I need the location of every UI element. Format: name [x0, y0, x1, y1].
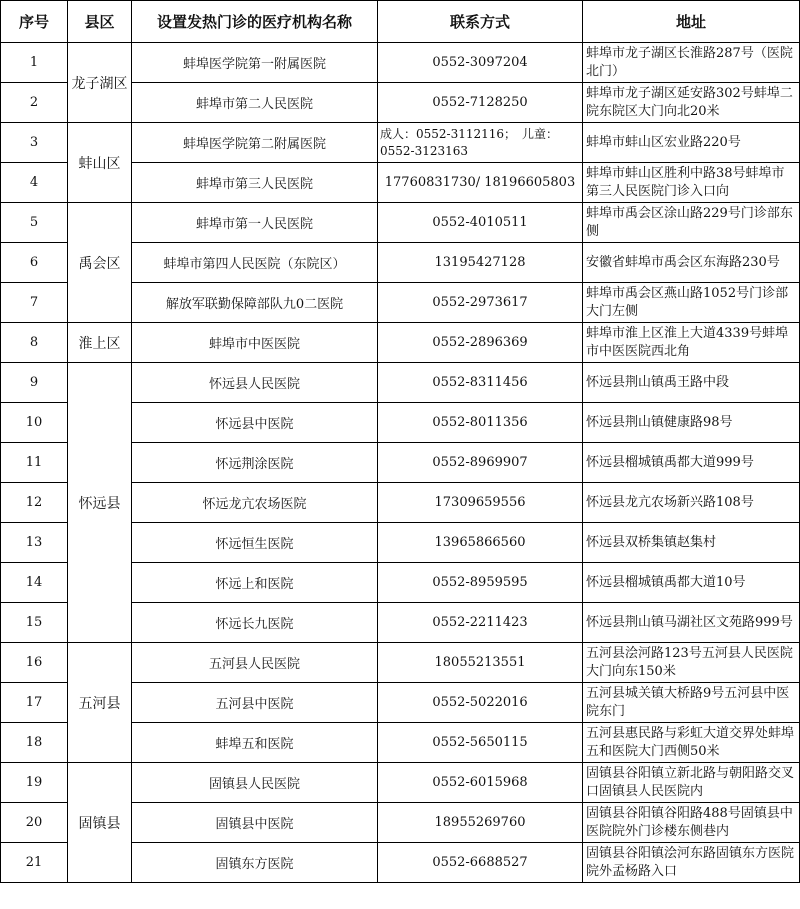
row-number: 16 [1, 643, 68, 683]
district-cell: 五河县 [68, 643, 132, 763]
phone-number: 成人：0552-3112116； 儿童：0552-3123163 [378, 123, 583, 163]
row-number: 11 [1, 443, 68, 483]
address: 固镇县谷阳镇立新北路与朝阳路交叉口固镇县人民医院内 [583, 763, 800, 803]
address: 蚌埠市淮上区淮上大道4339号蚌埠市中医医院西北角 [583, 323, 800, 363]
address: 怀远县榴城镇禹都大道10号 [583, 563, 800, 603]
address: 五河县城关镇大桥路9号五河县中医院东门 [583, 683, 800, 723]
row-number: 18 [1, 723, 68, 763]
row-number: 21 [1, 843, 68, 883]
institution-name: 固镇县中医院 [132, 803, 378, 843]
phone-number: 0552-8011356 [378, 403, 583, 443]
phone-number: 0552-8969907 [378, 443, 583, 483]
institution-name: 怀远龙亢农场医院 [132, 483, 378, 523]
address: 怀远县荆山镇马湖社区文苑路999号 [583, 603, 800, 643]
address: 安徽省蚌埠市禹会区东海路230号 [583, 243, 800, 283]
header-no: 序号 [1, 1, 68, 43]
institution-name: 蚌埠市第四人民医院（东院区） [132, 243, 378, 283]
address: 五河县浍河路123号五河县人民医院大门向东150米 [583, 643, 800, 683]
phone-number: 17760831730/ 18196605803 [378, 163, 583, 203]
phone-number: 0552-2211423 [378, 603, 583, 643]
row-number: 2 [1, 83, 68, 123]
table-row [1, 203, 800, 243]
row-number: 9 [1, 363, 68, 403]
header-address: 地址 [583, 1, 800, 43]
institution-name: 怀远上和医院 [132, 563, 378, 603]
institution-name: 固镇县人民医院 [132, 763, 378, 803]
address: 怀远县荆山镇禹王路中段 [583, 363, 800, 403]
institution-name: 怀远荆涂医院 [132, 443, 378, 483]
table-body [1, 43, 800, 883]
institution-name: 怀远长九医院 [132, 603, 378, 643]
address: 怀远县双桥集镇赵集村 [583, 523, 800, 563]
phone-number: 0552-2896369 [378, 323, 583, 363]
institution-name: 蚌埠市中医医院 [132, 323, 378, 363]
row-number: 17 [1, 683, 68, 723]
institution-name: 怀远县人民医院 [132, 363, 378, 403]
table-row [1, 643, 800, 683]
phone-number: 0552-6688527 [378, 843, 583, 883]
row-number: 6 [1, 243, 68, 283]
address: 五河县惠民路与彩虹大道交界处蚌埠五和医院大门西侧50米 [583, 723, 800, 763]
address: 固镇县谷阳镇谷阳路488号固镇县中医院院外门诊楼东侧巷内 [583, 803, 800, 843]
district-cell: 龙子湖区 [68, 43, 132, 123]
phone-number: 0552-2973617 [378, 283, 583, 323]
table-header-row [1, 1, 800, 43]
district-cell: 禹会区 [68, 203, 132, 323]
row-number: 1 [1, 43, 68, 83]
address: 蚌埠市禹会区燕山路1052号门诊部大门左侧 [583, 283, 800, 323]
header-district: 县区 [68, 1, 132, 43]
institution-name: 蚌埠医学院第二附属医院 [132, 123, 378, 163]
phone-number: 0552-8959595 [378, 563, 583, 603]
phone-number: 17309659556 [378, 483, 583, 523]
row-number: 3 [1, 123, 68, 163]
address: 蚌埠市蚌山区胜利中路38号蚌埠市第三人民医院门诊入口向 [583, 163, 800, 203]
row-number: 10 [1, 403, 68, 443]
address: 固镇县谷阳镇浍河东路固镇东方医院院外孟杨路入口 [583, 843, 800, 883]
district-cell: 淮上区 [68, 323, 132, 363]
row-number: 12 [1, 483, 68, 523]
institution-name: 解放军联勤保障部队九0二医院 [132, 283, 378, 323]
header-institution-name: 设置发热门诊的医疗机构名称 [132, 1, 378, 43]
institution-name: 蚌埠医学院第一附属医院 [132, 43, 378, 83]
address: 蚌埠市龙子湖区延安路302号蚌埠二院东院区大门向北20米 [583, 83, 800, 123]
institution-name: 蚌埠市第三人民医院 [132, 163, 378, 203]
phone-number: 0552-4010511 [378, 203, 583, 243]
row-number: 15 [1, 603, 68, 643]
district-cell: 固镇县 [68, 763, 132, 883]
institution-name: 五河县中医院 [132, 683, 378, 723]
phone-number: 0552-5022016 [378, 683, 583, 723]
institution-name: 蚌埠市第二人民医院 [132, 83, 378, 123]
row-number: 14 [1, 563, 68, 603]
table-row [1, 43, 800, 83]
row-number: 13 [1, 523, 68, 563]
row-number: 5 [1, 203, 68, 243]
district-cell: 怀远县 [68, 363, 132, 643]
row-number: 8 [1, 323, 68, 363]
phone-number: 18955269760 [378, 803, 583, 843]
table-row [1, 363, 800, 403]
phone-number: 0552-5650115 [378, 723, 583, 763]
phone-number: 18055213551 [378, 643, 583, 683]
institution-name: 蚌埠五和医院 [132, 723, 378, 763]
institution-name: 蚌埠市第一人民医院 [132, 203, 378, 243]
phone-number: 0552-7128250 [378, 83, 583, 123]
phone-number: 13965866560 [378, 523, 583, 563]
institution-name: 怀远县中医院 [132, 403, 378, 443]
institution-name: 怀远恒生医院 [132, 523, 378, 563]
table-row [1, 123, 800, 163]
district-cell: 蚌山区 [68, 123, 132, 203]
address: 蚌埠市龙子湖区长淮路287号（医院北门） [583, 43, 800, 83]
address: 蚌埠市蚌山区宏业路220号 [583, 123, 800, 163]
row-number: 20 [1, 803, 68, 843]
address: 蚌埠市禹会区涂山路229号门诊部东侧 [583, 203, 800, 243]
address: 怀远县荆山镇健康路98号 [583, 403, 800, 443]
row-number: 19 [1, 763, 68, 803]
phone-number: 13195427128 [378, 243, 583, 283]
institution-name: 五河县人民医院 [132, 643, 378, 683]
header-phone: 联系方式 [378, 1, 583, 43]
phone-number: 0552-6015968 [378, 763, 583, 803]
institution-name: 固镇东方医院 [132, 843, 378, 883]
phone-number: 0552-8311456 [378, 363, 583, 403]
phone-number: 0552-3097204 [378, 43, 583, 83]
table-row [1, 763, 800, 803]
row-number: 7 [1, 283, 68, 323]
address: 怀远县榴城镇禹都大道999号 [583, 443, 800, 483]
row-number: 4 [1, 163, 68, 203]
table-row [1, 323, 800, 363]
address: 怀远县龙亢农场新兴路108号 [583, 483, 800, 523]
